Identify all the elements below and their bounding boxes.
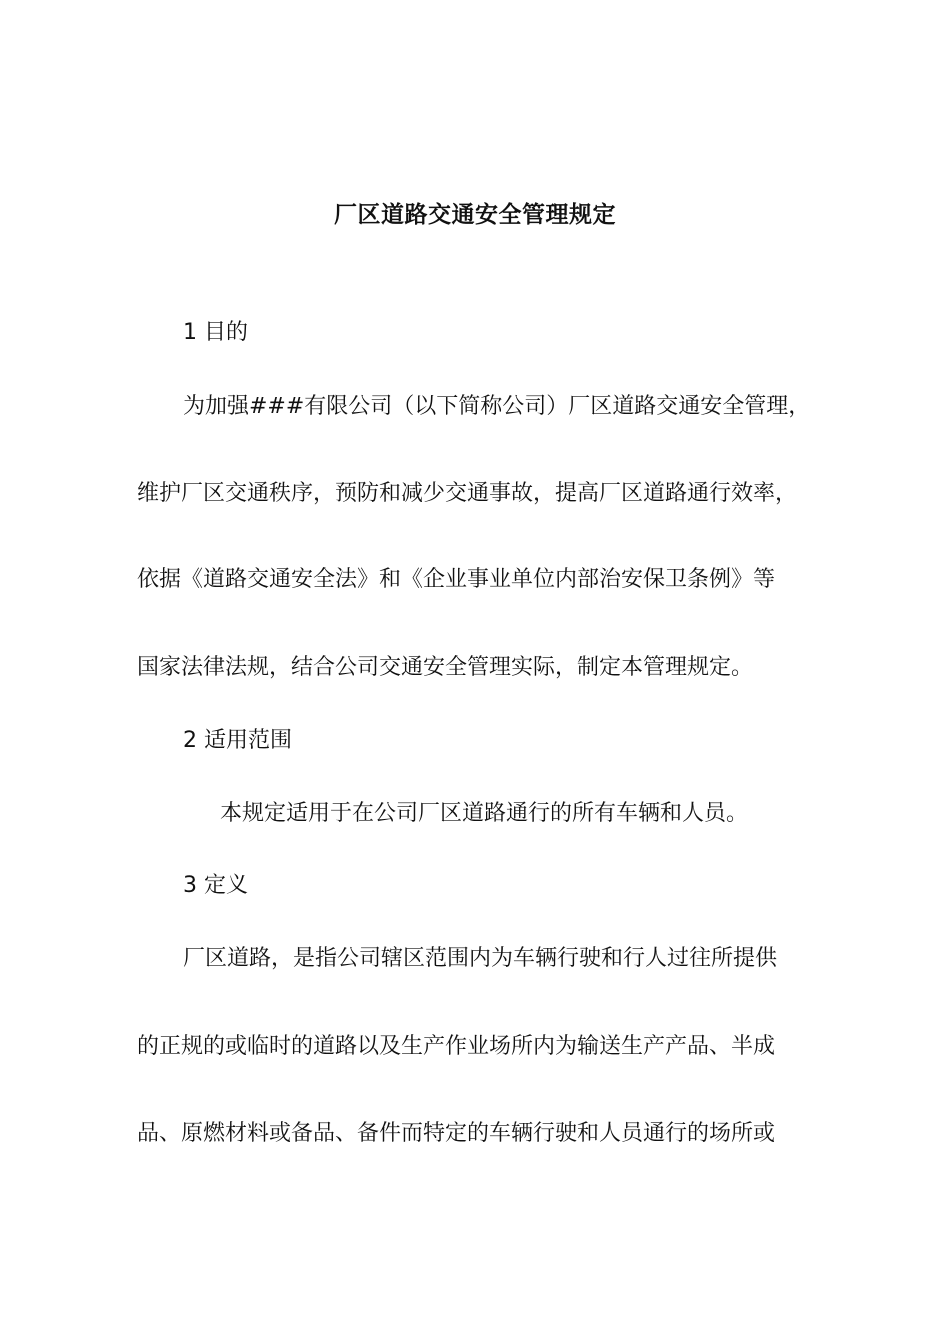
section-3-line-3: 品、原燃材料或备品、备件而特定的车辆行驶和人员通行的场所或	[137, 1121, 776, 1146]
section-1-line-4: 国家法律法规，结合公司交通安全管理实际，制定本管理规定。	[137, 655, 754, 680]
section-3-line-2: 的正规的或临时的道路以及生产作业场所内为输送生产产品、半成	[137, 1034, 776, 1059]
section-1-line-2: 维护厂区交通秩序，预防和减少交通事故，提高厂区道路通行效率，	[137, 481, 798, 506]
section-2-line-1: 本规定适用于在公司厂区道路通行的所有车辆和人员。	[220, 801, 749, 826]
section-1-heading: 1 目的	[183, 320, 248, 345]
section-2-heading: 2 适用范围	[183, 728, 292, 753]
section-1-line-1: 为加强###有限公司（以下简称公司）厂区道路交通安全管理，	[183, 394, 811, 419]
section-3-heading: 3 定义	[183, 873, 248, 898]
section-1-line-3: 依据《道路交通安全法》和《企业事业单位内部治安保卫条例》等	[137, 567, 776, 592]
document-title: 厂区道路交通安全管理规定	[334, 202, 616, 228]
section-3-line-1: 厂区道路，是指公司辖区范围内为车辆行驶和行人过往所提供	[183, 946, 778, 971]
